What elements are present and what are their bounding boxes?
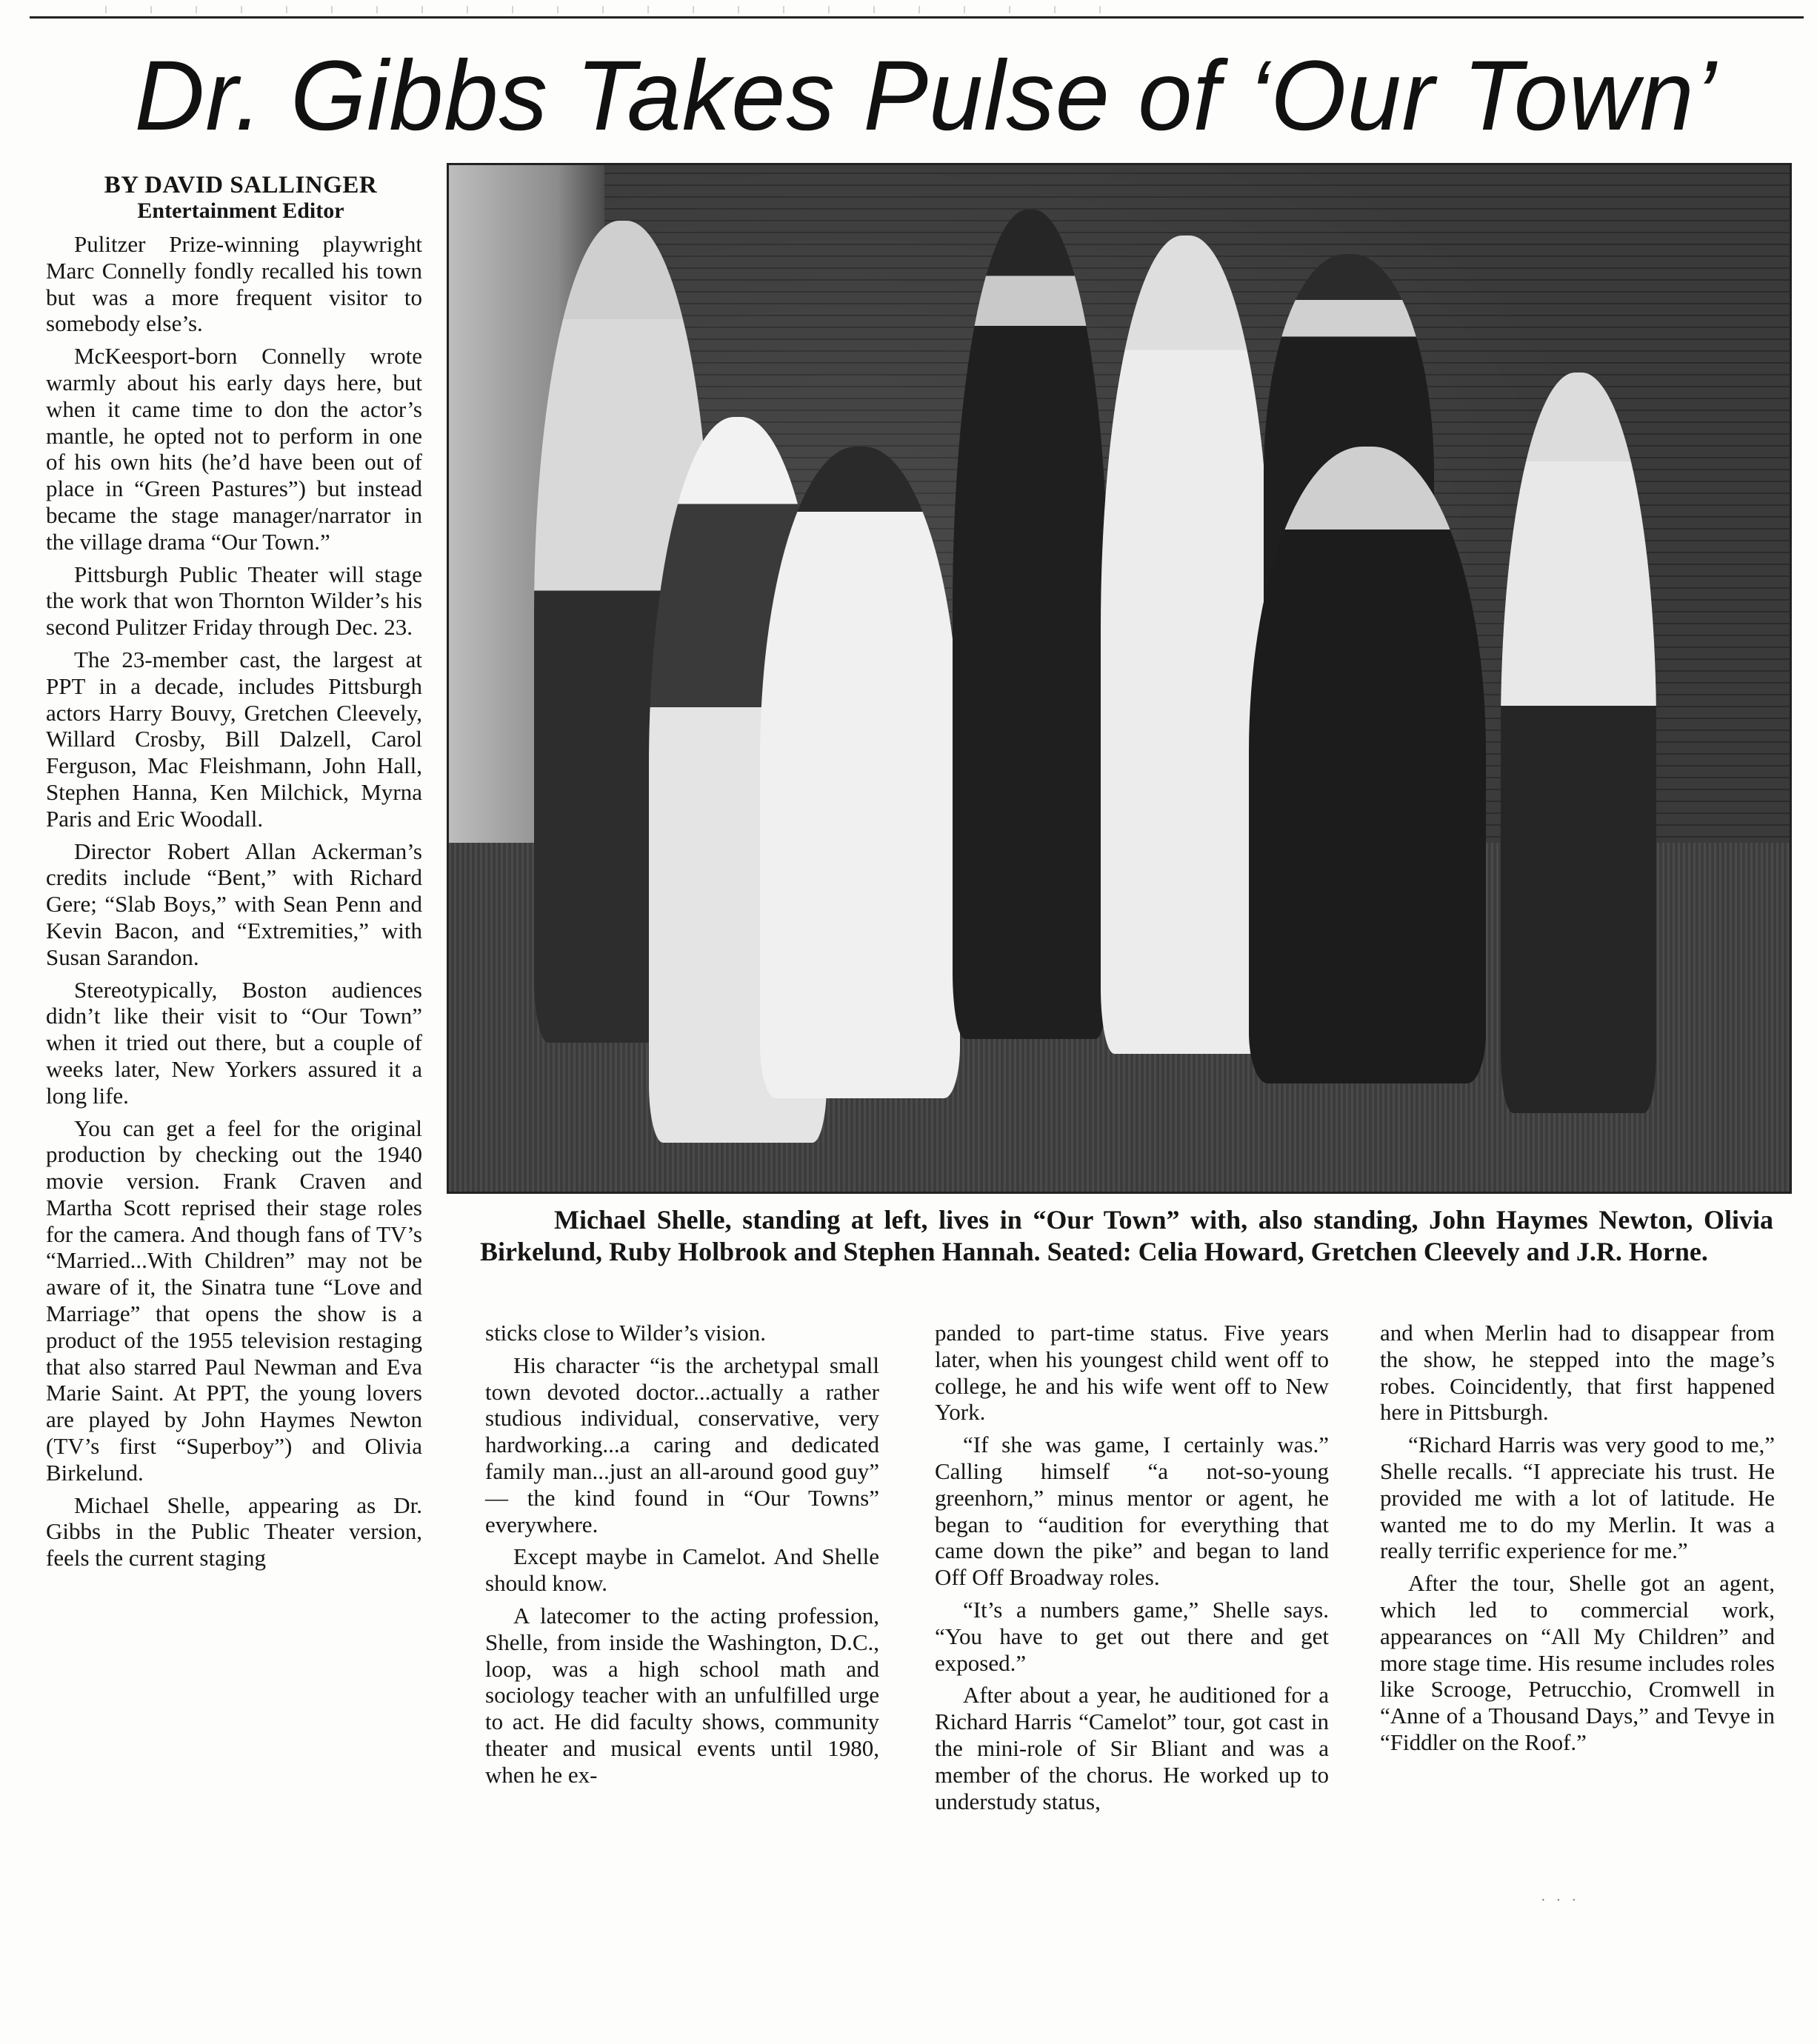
paragraph: A latecomer to the acting profession, Shelle, from inside the Washington, D.C., loop, was a high school math and sociology teacher with an unfulfilled urge to act. He did faculty shows, community theater and musical events until 1980, when he ex- (485, 1602, 879, 1788)
article-column-3 (935, 1320, 1329, 1820)
paragraph: and when Merlin had to disappear from the show, he stepped into the mage’s robes. Coincidently, that first happened here in Pittsburgh. (1380, 1320, 1775, 1426)
article-column-4 (1380, 1320, 1775, 1762)
paragraph: After the tour, Shelle got an agent, which led to commercial work, appearances on “All My Children” and more stage time. His resume includes roles like Scrooge, Petrucchio, Cromwell in “Anne of a Thousand Days,” and Tevye in “Fiddler on the Roof.” (1380, 1570, 1775, 1755)
photo-figure-standing-young-man (953, 210, 1108, 1039)
paragraph: sticks close to Wilder’s vision. (485, 1320, 767, 1346)
byline (52, 172, 430, 224)
article-column-1 (46, 231, 422, 1577)
print-specks (89, 6, 1126, 13)
paragraph: McKeesport-born Connelly wrote warmly about his early days here, but when it came time to don the actor’s mantle, he opted not to perform in one of his own hits (he’d have been out of place in “Green Pastures”) but instead became the stage manager/narrator in the village drama “Our Town.” (46, 343, 422, 555)
photo-figure-standing-woman-center (1101, 236, 1271, 1054)
paragraph: Pittsburgh Public Theater will stage the work that won Thornton Wilder’s his second Pulitzer Friday through Dec. 23. (46, 561, 422, 641)
paragraph: Except maybe in Camelot. And Shelle should know. (485, 1543, 879, 1597)
paragraph: The 23-member cast, the largest at PPT in a decade, includes Pittsburgh actors Harry Bouvy, Gretchen Cleevely, Willard Crosby, Bill Dalzell, Carol Ferguson, Mac Fleishmann, John Hall, Stephen Hanna, Ken Milchick, Myrna Paris and Eric Woodall. (46, 646, 422, 832)
photo-caption (480, 1204, 1773, 1268)
headline: Dr. Gibbs Takes Pulse of ‘Our Town’ (134, 41, 1717, 151)
paragraph: Director Robert Allan Ackerman’s credits include “Bent,” with Richard Gere; “Slab Boys,” with Sean Penn and Kevin Bacon, and “Extremities,” with Susan Sarandon. (46, 838, 422, 970)
paragraph: “It’s a numbers game,” Shelle says. “You have to get out there and get exposed.” (935, 1596, 1329, 1676)
paragraph: “Richard Harris was very good to me,” Shelle recalls. “I appreciate his trust. He provided me with a lot of latitude. He wanted me to do my Merlin. It was a really terrific experience for me.” (1380, 1432, 1775, 1564)
paragraph: You can get a feel for the original production by checking out the 1940 movie version. Frank Craven and Martha Scott reprised their stage roles for the camera. And though fans of TV’s “Married...With Children” may not be aware of it, the Sinatra tune “Love and Marriage” that opens the show is a product of the 1955 television restaging that also starred Paul Newman and Eva Marie Saint. At PPT, the young lovers are played by John Haymes Newton (TV’s first “Superboy”) and Olivia Birkelund. (46, 1115, 422, 1486)
paragraph: His character “is the archetypal small town devoted doctor...actually a rather studious individual, conservative, very hardworking...a caring and dedicated family man...just an all-around good guy” — the kind found in “Our Towns” everywhere. (485, 1352, 879, 1537)
paragraph: Pulitzer Prize-winning playwright Marc Connelly fondly recalled his town but was a more frequent visitor to somebody else’s. (46, 231, 422, 337)
paragraph: Stereotypically, Boston audiences didn’t like their visit to “Our Town” when it tried out there, but a couple of weeks later, New Yorkers assured it a long life. (46, 976, 422, 1109)
photo-figure-seated-woman-white-dress (760, 447, 960, 1098)
byline-role: Entertainment Editor (137, 198, 344, 223)
cast-photo (447, 163, 1792, 1194)
photo-figure-seated-man-right (1249, 447, 1486, 1083)
byline-name: BY DAVID SALLINGER (104, 172, 378, 198)
article-column-2 (485, 1320, 879, 1794)
paragraph: After about a year, he auditioned for a Richard Harris “Camelot” tour, got cast in the mini-role of Sir Bliant and was a member of the chorus. He worked up to understudy status, (935, 1682, 1329, 1814)
print-specks: ·​·​· (1541, 1892, 1587, 1908)
paragraph: panded to part-time status. Five years later, when his youngest child went off to college, he and his wife went off to New York. (935, 1320, 1329, 1426)
paragraph: Michael Shelle, appearing as Dr. Gibbs in the Public Theater version, feels the current staging (46, 1492, 422, 1572)
caption-text: Michael Shelle, standing at left, lives in “Our Town” with, also standing, John Haymes Newton, Olivia Birkelund, Ruby Holbrook and Stephen Hannah. Seated: Celia Howard, Gretchen Cleevely and J.R. Horne. (480, 1205, 1773, 1266)
paragraph: “If she was game, I certainly was.” Calling himself “a not-so-young greenhorn,” minus mentor or agent, he began to “audition for everything that came down the pike” and began to land Off Off Broadway roles. (935, 1432, 1329, 1591)
top-rule (30, 16, 1804, 19)
photo-figure-standing-boy (1501, 373, 1656, 1113)
